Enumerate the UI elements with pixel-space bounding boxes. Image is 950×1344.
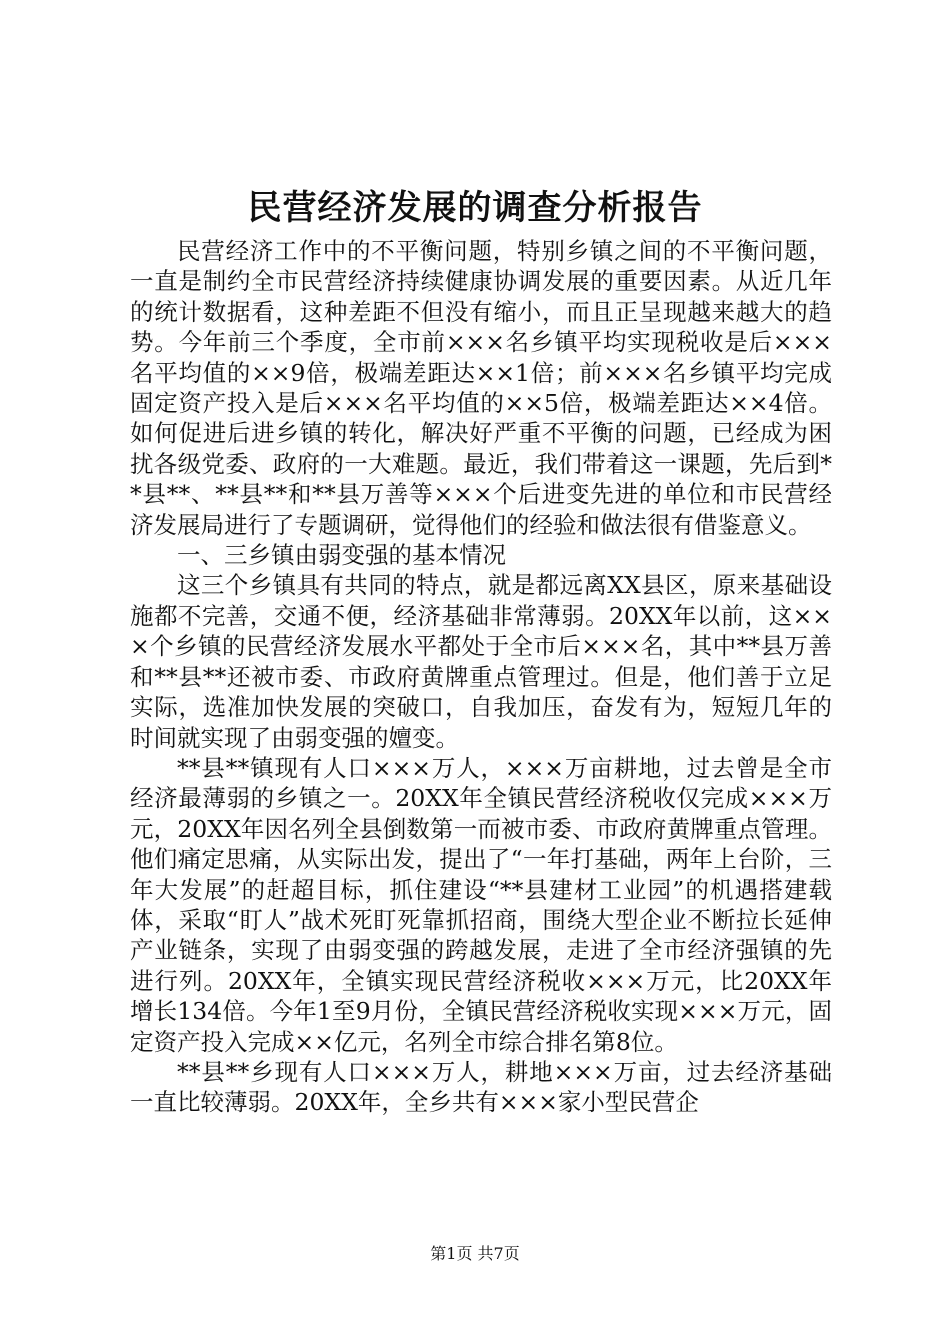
- paragraph-intro: 民营经济工作中的不平衡问题，特别乡镇之间的不平衡问题，一直是制约全市民营经济持续健康协调发展的重要因素。从近几年的统计数据看，这种差距不但没有缩小，而且正呈现越来越大的趋势。今年前三个季度，全市前×××名乡镇平均实现税收是后×××名平均值的××9倍，极端差距达××1倍；前×××名乡镇平均完成固定资产投入是后×××名平均值的××5倍，极端差距达××4倍。如何促进后进乡镇的转化，解决好严重不平衡的问题，已经成为困扰各级党委、政府的一大难题。最近，我们带着这一课题，先后到**县**、**县**和**县万善等×××个后进变先进的单位和市民营经济发展局进行了专题调研，觉得他们的经验和做法很有借鉴意义。: [130, 237, 832, 539]
- page-number-footer: 第1页 共7页: [430, 1244, 520, 1263]
- document-body: [130, 236, 832, 1118]
- section-heading: 一、三乡镇由弱变强的基本情况: [177, 541, 506, 570]
- paragraph-town-two: **县**乡现有人口×××万人，耕地×××万亩，过去经济基础一直比较薄弱。20XX年，全乡共有×××家小型民营企: [130, 1057, 832, 1117]
- paragraph-overview: 这三个乡镇具有共同的特点，就是都远离XX县区，原来基础设施都不完善，交通不便，经济基础非常薄弱。20XX年以前，这×××个乡镇的民营经济发展水平都处于全市后×××名，其中**县万善和**县**还被市委、市政府黄牌重点管理过。但是，他们善于立足实际，选准加快发展的突破口，自我加压，奋发有为，短短几年的时间就实现了由弱变强的嬗变。: [130, 571, 832, 752]
- paragraph-town-one: **县**镇现有人口×××万人，×××万亩耕地，过去曾是全市经济最薄弱的乡镇之一。20XX年全镇民营经济税收仅完成×××万元，20XX年因名列全县倒数第一而被市委、市政府黄牌重点管理。他们痛定思痛，从实际出发，提出了“一年打基础，两年上台阶，三年大发展”的赶超目标，抓住建设“**县建材工业园”的机遇搭建载体，采取“盯人”战术死盯死靠抓招商，围绕大型企业不断拉长延伸产业链条，实现了由弱变强的跨越发展，走进了全市经济强镇的先进行列。20XX年，全镇实现民营经济税收×××万元，比20XX年增长134倍。今年1至9月份，全镇民营经济税收实现×××万元，固定资产投入完成××亿元，名列全市综合排名第8位。: [130, 753, 832, 1056]
- document-title: 民营经济发展的调查分析报告: [247, 188, 703, 228]
